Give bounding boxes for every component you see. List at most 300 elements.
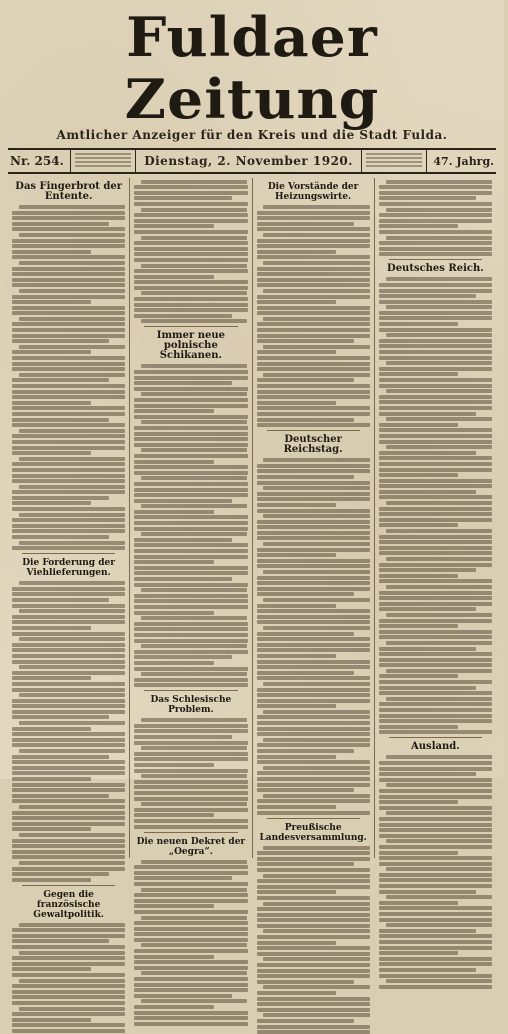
- text-line: [19, 923, 125, 927]
- text-line: [12, 501, 91, 505]
- text-line: [257, 362, 370, 366]
- text-line: [379, 344, 492, 348]
- text-line: [12, 872, 109, 876]
- newspaper-title: Fuldaer Zeitung: [124, 5, 380, 131]
- text-line: [257, 390, 370, 394]
- text-line: [263, 846, 369, 850]
- text-line: [257, 643, 370, 647]
- text-line: [379, 451, 476, 455]
- column-1: [8, 178, 130, 920]
- text-line: [141, 236, 247, 240]
- text-line: [12, 760, 125, 764]
- text-line: [141, 774, 247, 778]
- text-line: [134, 583, 247, 587]
- text-line: [379, 350, 492, 354]
- text-line: [379, 767, 492, 771]
- text-line: [379, 596, 492, 600]
- text-line: [379, 423, 458, 427]
- text-line: [12, 945, 125, 949]
- text-line: [263, 514, 369, 518]
- text-line: [379, 795, 492, 799]
- text-line: [134, 780, 247, 784]
- text-line: [386, 783, 492, 787]
- text-line: [134, 763, 213, 767]
- text-line: [257, 395, 370, 399]
- text-line: [12, 855, 125, 859]
- divider: [144, 326, 237, 327]
- text-line: [12, 962, 125, 966]
- text-line: [12, 699, 125, 703]
- text-line: [12, 423, 125, 427]
- text-line: [141, 943, 247, 947]
- text-line: [141, 532, 247, 536]
- text-line: [12, 322, 125, 326]
- text-line: [257, 777, 370, 781]
- text-line: [134, 661, 213, 665]
- text-line: [386, 557, 492, 561]
- text-line: [12, 283, 125, 287]
- text-line: [134, 650, 247, 654]
- text-line: [19, 429, 125, 433]
- text-line: [12, 272, 125, 276]
- text-line: [141, 916, 247, 920]
- article-body: [134, 364, 247, 687]
- text-line: [134, 230, 247, 234]
- text-line: [379, 890, 476, 894]
- text-line: [379, 851, 458, 855]
- text-line: [134, 269, 247, 273]
- text-line: [134, 426, 247, 430]
- text-line: [263, 710, 369, 714]
- text-line: [19, 693, 125, 697]
- text-line: [257, 632, 354, 636]
- text-line: [134, 904, 213, 908]
- text-line: [134, 566, 247, 570]
- text-line: [134, 791, 247, 795]
- text-line: [379, 191, 492, 195]
- text-line: [379, 316, 492, 320]
- text-line: [141, 420, 247, 424]
- text-line: [379, 428, 492, 432]
- text-line: [12, 524, 125, 528]
- text-line: [134, 988, 247, 992]
- text-line: [379, 772, 476, 776]
- text-line: [134, 437, 247, 441]
- text-line: [379, 719, 492, 723]
- text-line: [257, 464, 370, 468]
- text-line: [134, 280, 247, 284]
- text-line: [257, 328, 370, 332]
- text-line: [386, 585, 492, 589]
- text-line: [134, 1011, 247, 1015]
- text-line: [257, 423, 370, 427]
- text-line: [134, 465, 247, 469]
- text-line: [379, 906, 492, 910]
- text-line: [141, 860, 247, 864]
- text-line: [257, 941, 336, 945]
- text-line: [134, 527, 247, 531]
- text-line: [12, 350, 91, 354]
- text-line: [379, 968, 476, 972]
- text-line: [134, 752, 247, 756]
- text-line: [12, 211, 125, 215]
- text-line: [12, 395, 125, 399]
- text-line: [141, 180, 247, 184]
- text-line: [134, 955, 213, 959]
- text-line: [12, 278, 125, 282]
- text-line: [257, 648, 370, 652]
- article-body: [257, 846, 370, 1034]
- article-body: [257, 205, 370, 427]
- text-line: [12, 867, 125, 871]
- text-line: [257, 592, 354, 596]
- text-line: [257, 267, 370, 271]
- text-line: [12, 788, 125, 792]
- text-line: [19, 637, 125, 641]
- text-line: [12, 362, 125, 366]
- text-line: [12, 816, 125, 820]
- text-line: [379, 462, 492, 466]
- text-line: [379, 686, 476, 690]
- text-line: [12, 227, 125, 231]
- text-line: [263, 957, 369, 961]
- text-line: [386, 641, 492, 645]
- column-4: [375, 178, 496, 858]
- text-line: [257, 564, 370, 568]
- text-line: [12, 587, 125, 591]
- text-line: [379, 823, 492, 827]
- text-line: [257, 475, 354, 479]
- text-line: [12, 839, 125, 843]
- text-line: [12, 412, 125, 416]
- text-line: [257, 693, 370, 697]
- text-line: [134, 432, 247, 436]
- text-line: [134, 741, 247, 745]
- text-line: [379, 940, 492, 944]
- text-line: [257, 671, 354, 675]
- text-line: [386, 333, 492, 337]
- text-line: [379, 674, 458, 678]
- text-line: [19, 345, 125, 349]
- text-line: [12, 306, 125, 310]
- text-line: [257, 879, 370, 883]
- text-line: [257, 497, 370, 501]
- text-line: [12, 715, 109, 719]
- text-line: [134, 471, 247, 475]
- text-line: [257, 907, 370, 911]
- text-line: [257, 952, 370, 956]
- newspaper-subtitle: Amtlicher Anzeiger für den Kreis und die Stadt Fulda.: [56, 128, 448, 142]
- text-line: [263, 985, 369, 989]
- text-line: [134, 370, 247, 374]
- text-line: [263, 874, 369, 878]
- text-line: [134, 921, 247, 925]
- text-line: [12, 811, 125, 815]
- text-line: [379, 817, 492, 821]
- article-columns: [8, 178, 496, 920]
- text-line: [134, 893, 247, 897]
- text-line: [12, 604, 125, 608]
- article-body: [134, 860, 247, 1026]
- text-line: [257, 536, 370, 540]
- text-line: [379, 974, 492, 978]
- text-line: [12, 755, 109, 759]
- text-line: [12, 704, 125, 708]
- divider: [389, 259, 482, 260]
- text-line: [141, 291, 247, 295]
- text-line: [386, 277, 492, 281]
- text-line: [134, 202, 247, 206]
- text-line: [19, 289, 125, 293]
- text-line: [134, 543, 247, 547]
- text-line: [386, 923, 492, 927]
- text-line: [134, 510, 213, 514]
- text-line: [379, 624, 458, 628]
- divider: [267, 818, 360, 819]
- text-line: [134, 813, 213, 817]
- text-line: [141, 746, 247, 750]
- text-line: [134, 398, 247, 402]
- text-line: [379, 845, 492, 849]
- text-line: [379, 602, 492, 606]
- text-line: [134, 488, 247, 492]
- text-line: [379, 294, 476, 298]
- text-line: [379, 213, 492, 217]
- text-line: [134, 213, 247, 217]
- text-line: [379, 702, 492, 706]
- text-line: [12, 546, 125, 550]
- text-line: [257, 492, 370, 496]
- divider: [22, 885, 115, 886]
- text-line: [19, 833, 125, 837]
- text-line: [257, 1025, 370, 1029]
- text-line: [12, 676, 91, 680]
- text-line: [379, 328, 492, 332]
- article-body: [12, 205, 125, 550]
- text-line: [12, 967, 91, 971]
- text-line: [257, 356, 370, 360]
- text-line: [257, 885, 370, 889]
- text-line: [12, 1029, 125, 1033]
- text-line: [12, 934, 125, 938]
- text-line: [257, 406, 370, 410]
- text-line: [379, 551, 492, 555]
- text-line: [257, 918, 370, 922]
- text-line: [379, 252, 492, 256]
- text-line: [12, 339, 109, 343]
- text-line: [379, 518, 492, 522]
- text-line: [257, 805, 336, 809]
- text-line: [257, 699, 370, 703]
- text-line: [134, 819, 247, 823]
- fine-print-line: [366, 165, 422, 167]
- text-line: [379, 230, 492, 234]
- text-line: [134, 797, 247, 801]
- text-line: [19, 979, 125, 983]
- text-line: [19, 1007, 125, 1011]
- text-line: [12, 626, 91, 630]
- text-line: [386, 417, 492, 421]
- text-line: [12, 682, 125, 686]
- text-line: [257, 890, 336, 894]
- text-line: [263, 458, 369, 462]
- text-line: [257, 222, 354, 226]
- text-line: [379, 523, 458, 527]
- text-line: [19, 721, 125, 725]
- text-line: [257, 896, 370, 900]
- text-line: [263, 317, 369, 321]
- text-line: [12, 727, 91, 731]
- text-line: [257, 654, 336, 658]
- text-line: [134, 927, 247, 931]
- text-line: [12, 1023, 125, 1027]
- text-line: [134, 191, 247, 195]
- text-line: [263, 570, 369, 574]
- text-line: [12, 406, 125, 410]
- text-line: [379, 901, 458, 905]
- text-line: [257, 974, 370, 978]
- text-line: [134, 960, 247, 964]
- text-line: [379, 591, 492, 595]
- fine-print-line: [75, 165, 131, 167]
- text-line: [12, 654, 125, 658]
- text-line: [379, 789, 492, 793]
- text-line: [379, 535, 492, 539]
- text-line: [134, 538, 231, 542]
- text-line: [19, 749, 125, 753]
- text-line: [12, 688, 125, 692]
- text-line: [379, 730, 492, 734]
- text-line: [263, 345, 369, 349]
- text-line: [12, 535, 109, 539]
- text-line: [19, 317, 125, 321]
- text-line: [257, 688, 370, 692]
- text-line: [141, 718, 247, 722]
- text-line: [134, 493, 247, 497]
- text-line: [257, 620, 370, 624]
- text-line: [379, 828, 492, 832]
- text-line: [257, 615, 370, 619]
- article-heading: Das Fingerbrot der Entente.: [15, 181, 122, 202]
- text-line: [12, 300, 91, 304]
- text-line: [257, 935, 370, 939]
- fine-print-line: [366, 161, 422, 163]
- text-line: [379, 800, 458, 804]
- divider: [267, 430, 360, 431]
- text-line: [12, 939, 109, 943]
- divider: [22, 553, 115, 554]
- text-line: [12, 928, 125, 932]
- text-line: [134, 571, 247, 575]
- text-line: [134, 932, 247, 936]
- text-line: [379, 356, 492, 360]
- text-line: [12, 710, 125, 714]
- text-line: [257, 609, 370, 613]
- publisher-fine-print: [71, 151, 135, 171]
- text-line: [257, 771, 370, 775]
- text-line: [257, 755, 336, 759]
- text-line: [263, 902, 369, 906]
- text-line: [257, 509, 370, 513]
- text-line: [257, 862, 354, 866]
- text-line: [257, 783, 370, 787]
- text-line: [134, 994, 231, 998]
- text-line: [134, 258, 247, 262]
- text-line: [379, 725, 458, 729]
- text-line: [263, 766, 369, 770]
- text-line: [134, 247, 247, 251]
- text-line: [257, 295, 370, 299]
- text-line: [379, 479, 492, 483]
- text-line: [257, 520, 370, 524]
- text-line: [379, 563, 492, 567]
- text-line: [19, 665, 125, 669]
- text-line: [386, 389, 492, 393]
- column-2: [130, 178, 252, 858]
- text-line: [386, 755, 492, 759]
- text-line: [134, 224, 213, 228]
- text-line: [134, 735, 231, 739]
- text-line: [141, 888, 247, 892]
- text-line: [141, 392, 247, 396]
- text-line: [141, 448, 247, 452]
- text-line: [257, 788, 354, 792]
- text-line: [257, 991, 336, 995]
- text-line: [134, 409, 213, 413]
- text-line: [12, 827, 91, 831]
- text-line: [12, 799, 125, 803]
- text-line: [134, 678, 247, 682]
- text-line: [134, 1022, 247, 1026]
- text-line: [379, 540, 492, 544]
- text-line: [134, 1005, 213, 1009]
- text-line: [379, 862, 492, 866]
- text-line: [379, 241, 492, 245]
- text-line: [134, 622, 247, 626]
- text-line: [379, 884, 492, 888]
- article-heading: Deutscher Reichstag.: [283, 434, 343, 456]
- text-line: [379, 434, 492, 438]
- text-line: [257, 481, 370, 485]
- text-line: [386, 208, 492, 212]
- text-line: [134, 185, 247, 189]
- text-line: [12, 518, 125, 522]
- text-line: [12, 384, 125, 388]
- text-line: [257, 760, 370, 764]
- text-line: [19, 373, 125, 377]
- text-line: [12, 479, 125, 483]
- article-body: [379, 277, 492, 734]
- text-line: [12, 250, 91, 254]
- text-line: [134, 482, 247, 486]
- text-line: [379, 918, 492, 922]
- text-line: [134, 627, 247, 631]
- text-line: [134, 938, 247, 942]
- text-line: [134, 910, 247, 914]
- text-line: [141, 672, 247, 676]
- text-line: [379, 196, 476, 200]
- text-line: [134, 499, 231, 503]
- article-heading: Das Schlesische Problem.: [150, 695, 232, 716]
- text-line: [12, 660, 125, 664]
- text-line: [12, 771, 125, 775]
- text-line: [263, 486, 369, 490]
- text-line: [379, 384, 492, 388]
- text-line: [379, 652, 492, 656]
- text-line: [263, 233, 369, 237]
- text-line: [12, 632, 125, 636]
- text-line: [12, 401, 91, 405]
